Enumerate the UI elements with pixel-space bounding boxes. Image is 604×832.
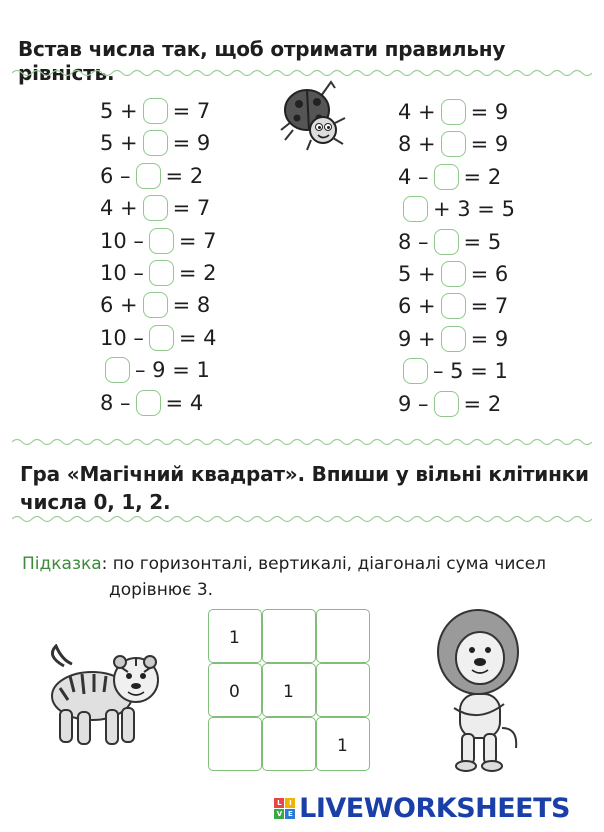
equation-right-part: = 6 bbox=[470, 262, 509, 286]
hint-text bbox=[22, 551, 582, 603]
equation-left-part: 10 – bbox=[100, 228, 144, 253]
answer-box[interactable] bbox=[403, 196, 428, 222]
answer-box[interactable] bbox=[143, 292, 168, 318]
equation bbox=[100, 161, 203, 191]
equation bbox=[398, 291, 508, 321]
equation-left-part: 6 + bbox=[398, 294, 436, 319]
equation-right-part: = 9 bbox=[470, 100, 509, 124]
equation bbox=[100, 128, 210, 158]
task2-heading-line1: Гра «Магічний квадрат». Впиши у вільні клітинки bbox=[20, 462, 589, 486]
equation-left-part: 5 + bbox=[398, 262, 436, 286]
wavy-divider bbox=[12, 514, 592, 524]
wavy-divider bbox=[12, 68, 592, 78]
equation-left-part: 8 – bbox=[100, 390, 131, 415]
answer-box[interactable] bbox=[403, 358, 428, 384]
equation bbox=[100, 193, 210, 223]
equation-left-part: 4 + bbox=[398, 100, 436, 124]
equation-left-part: 5 + bbox=[100, 131, 138, 156]
equation bbox=[398, 259, 508, 289]
equation-left-part: 4 + bbox=[100, 196, 138, 221]
equation-right-part: = 7 bbox=[172, 196, 211, 221]
equation bbox=[398, 162, 501, 192]
equation bbox=[100, 96, 210, 126]
equation-left-part: 5 + bbox=[100, 99, 138, 123]
magic-square-value: 0 bbox=[229, 682, 240, 702]
task1-heading: Встав числа так, щоб отримати правильну рівність. bbox=[18, 37, 506, 85]
magic-square bbox=[208, 609, 370, 771]
logo-cube: I bbox=[285, 798, 295, 808]
equation-right-part: – 9 = 1 bbox=[135, 358, 210, 383]
logo-text: LIVEWORKSHEETS bbox=[299, 793, 570, 824]
logo-cube: V bbox=[274, 809, 284, 819]
magic-square-cell[interactable] bbox=[208, 717, 262, 771]
answer-box[interactable] bbox=[441, 261, 466, 287]
answer-box[interactable] bbox=[441, 293, 466, 319]
wavy-divider bbox=[12, 437, 592, 447]
equation bbox=[100, 323, 217, 353]
equation-right-part: = 9 bbox=[470, 132, 509, 157]
answer-box[interactable] bbox=[143, 98, 168, 124]
answer-box[interactable] bbox=[441, 326, 466, 352]
task2-heading bbox=[20, 460, 589, 516]
equation bbox=[398, 356, 508, 386]
logo-cube: E bbox=[285, 809, 295, 819]
equation-left-part: 6 – bbox=[100, 163, 131, 188]
magic-square-cell bbox=[208, 663, 262, 717]
task2-heading-line2: числа 0, 1, 2. bbox=[20, 490, 171, 514]
equation-left-part: 9 – bbox=[398, 391, 429, 416]
answer-box[interactable] bbox=[441, 131, 466, 157]
equation bbox=[398, 97, 508, 127]
ladybug-illustration bbox=[277, 78, 351, 156]
hint-line2: дорівнює 3. bbox=[109, 580, 214, 600]
equation-right-part: = 7 bbox=[178, 228, 217, 253]
equation-right-part: = 7 bbox=[470, 294, 509, 319]
equation-left-part: 8 – bbox=[398, 229, 429, 254]
magic-square-cell[interactable] bbox=[316, 609, 370, 663]
equation bbox=[398, 389, 501, 419]
equation bbox=[100, 355, 210, 385]
logo-cubes-icon bbox=[274, 798, 295, 819]
equation-left-part: 8 + bbox=[398, 132, 436, 157]
answer-box[interactable] bbox=[143, 195, 168, 221]
answer-box[interactable] bbox=[434, 391, 459, 417]
equation-right-part: = 9 bbox=[470, 326, 509, 351]
equation-left-part: 9 + bbox=[398, 326, 436, 351]
equation-left-part: 6 + bbox=[100, 293, 138, 318]
equation-right-part: + 3 = 5 bbox=[433, 197, 515, 222]
tiger-illustration bbox=[36, 644, 162, 754]
magic-square-value: 1 bbox=[283, 682, 294, 702]
answer-box[interactable] bbox=[149, 325, 174, 351]
equation-right-part: = 4 bbox=[178, 325, 217, 350]
logo-cube: L bbox=[274, 798, 284, 808]
equation-right-part: = 2 bbox=[463, 391, 502, 416]
equation bbox=[398, 194, 515, 224]
equation bbox=[100, 388, 203, 418]
magic-square-cell[interactable] bbox=[316, 663, 370, 717]
magic-square-cell[interactable] bbox=[262, 717, 316, 771]
magic-square-cell[interactable] bbox=[262, 609, 316, 663]
answer-box[interactable] bbox=[441, 99, 466, 125]
equation bbox=[398, 324, 508, 354]
answer-box[interactable] bbox=[143, 130, 168, 156]
hint-line1: : по горизонталі, вертикалі, діагоналі сума чисел bbox=[101, 554, 547, 574]
equation-left-part: 10 – bbox=[100, 325, 144, 350]
answer-box[interactable] bbox=[149, 260, 174, 286]
equation-right-part: = 2 bbox=[178, 261, 217, 285]
equation-right-part: = 2 bbox=[165, 163, 204, 188]
equation-right-part: = 8 bbox=[172, 293, 211, 318]
equation-right-part: = 9 bbox=[172, 131, 211, 156]
equation-right-part: = 2 bbox=[463, 164, 502, 189]
equation-right-part: = 7 bbox=[172, 99, 211, 123]
equation-right-part: – 5 = 1 bbox=[433, 359, 508, 384]
answer-box[interactable] bbox=[434, 229, 459, 255]
answer-box[interactable] bbox=[434, 164, 459, 190]
answer-box[interactable] bbox=[136, 390, 161, 416]
lion-illustration bbox=[432, 608, 524, 774]
equation-left-part: 4 – bbox=[398, 164, 429, 189]
answer-box[interactable] bbox=[149, 228, 174, 254]
equation bbox=[398, 129, 508, 159]
magic-square-cell bbox=[316, 717, 370, 771]
equation-right-part: = 5 bbox=[463, 229, 502, 254]
hint-label: Підказка bbox=[22, 554, 102, 574]
equation bbox=[100, 226, 217, 256]
answer-box[interactable] bbox=[105, 357, 130, 383]
magic-square-value: 1 bbox=[229, 628, 240, 648]
equation bbox=[100, 290, 210, 320]
equation-right-part: = 4 bbox=[165, 390, 204, 415]
equation-left-part: 10 – bbox=[100, 261, 144, 285]
magic-square-value: 1 bbox=[337, 736, 348, 756]
liveworksheets-logo bbox=[274, 793, 570, 824]
magic-square-cell bbox=[208, 609, 262, 663]
answer-box[interactable] bbox=[136, 163, 161, 189]
equation bbox=[398, 227, 501, 257]
equation bbox=[100, 258, 217, 288]
magic-square-cell bbox=[262, 663, 316, 717]
